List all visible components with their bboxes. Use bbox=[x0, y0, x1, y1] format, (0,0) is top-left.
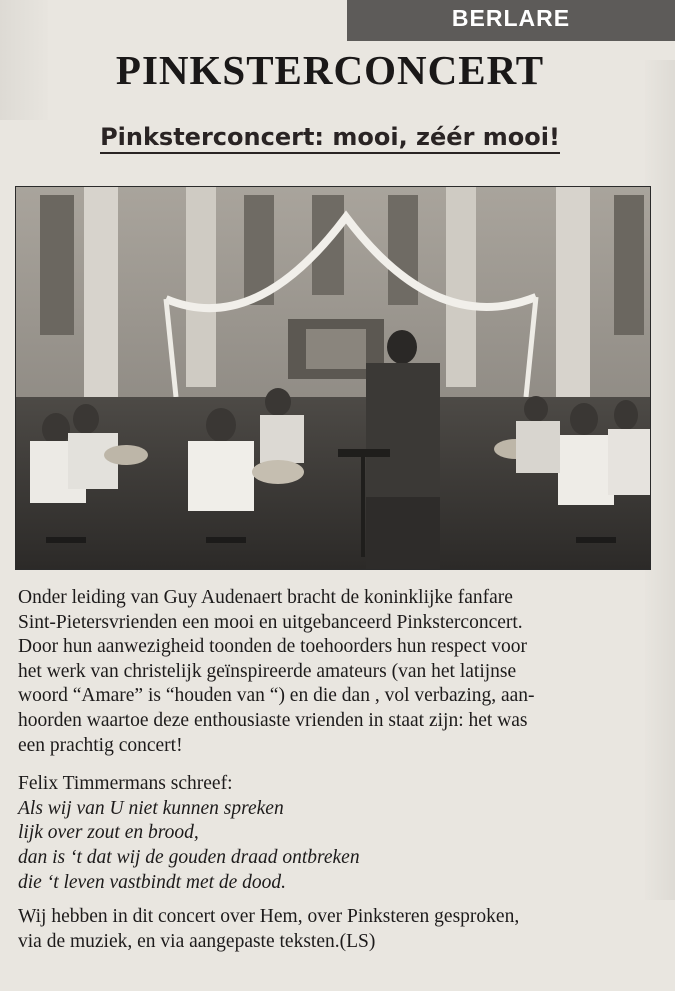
quote-line: Als wij van U niet kunnen spreken bbox=[18, 797, 284, 819]
text-line: Door hun aanwezigheid toonden de toehoorders hun respect voor bbox=[18, 636, 528, 658]
text-line: woord “Amare” is “houden van “) en die dan , vol verbazing, aan- bbox=[18, 685, 535, 707]
text-line: hoorden waartoe deze enthousiaste vrienden in staat zijn: het was bbox=[18, 709, 528, 731]
article-headline: PINKSTERCONCERT bbox=[115, 47, 545, 93]
paragraph-intro bbox=[18, 586, 658, 758]
text-line: via de muziek, en via aangepaste teksten.(LS) bbox=[18, 930, 376, 952]
quote-line: lijk over zout en brood, bbox=[18, 822, 199, 844]
section-label: BERLARE bbox=[347, 0, 675, 41]
text-line: het werk van christelijk geïnspireerde amateurs (van het latijnse bbox=[18, 660, 517, 682]
article-body bbox=[18, 586, 658, 954]
quote-line: dan is ‘t dat wij de gouden draad ontbreken bbox=[18, 846, 360, 868]
article-subtitle bbox=[0, 123, 660, 151]
paragraph-closing bbox=[18, 905, 658, 954]
quote-line: die ‘t leven vastbindt met de dood. bbox=[18, 871, 287, 893]
text-line: Onder leiding van Guy Audenaert bracht de koninklijke fanfare bbox=[18, 587, 513, 608]
text-line: een prachtig concert! bbox=[18, 734, 183, 756]
paragraph-quote bbox=[18, 772, 658, 895]
quote-intro: Felix Timmermans schreef: bbox=[18, 773, 233, 795]
text-line: Wij hebben in dit concert over Hem, over Pinksteren gesproken, bbox=[18, 906, 520, 928]
article-photo bbox=[15, 186, 651, 570]
subtitle-text: Pinksterconcert: mooi, zéér mooi! bbox=[100, 123, 560, 154]
text-line: Sint-Pietersvrienden een mooi en uitgebanceerd Pinksterconcert. bbox=[18, 611, 523, 633]
photo-illustration bbox=[16, 187, 650, 569]
